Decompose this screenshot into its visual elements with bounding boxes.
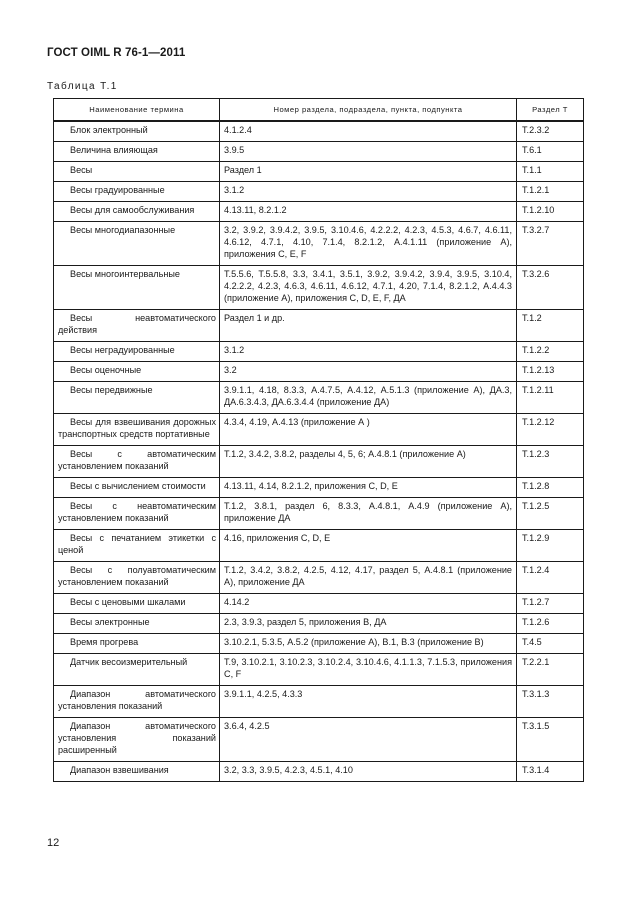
table-row bbox=[54, 142, 584, 162]
term-cell: Весы многоинтервальные bbox=[54, 266, 220, 310]
references-cell: 3.9.1.1, 4.18, 8.3.3, А.4.7.5, А.4.12, А.5.1.3 (приложение А), ДА.3, ДА.6.3.4.3, ДА.6.3.4.4 (приложение ДА) bbox=[220, 382, 517, 414]
table-row bbox=[54, 362, 584, 382]
table-row bbox=[54, 762, 584, 782]
table-row bbox=[54, 310, 584, 342]
table-row bbox=[54, 162, 584, 182]
section-cell: Т.2.2.1 bbox=[517, 654, 584, 686]
references-cell: 3.6.4, 4.2.5 bbox=[220, 718, 517, 762]
section-cell: Т.1.2.2 bbox=[517, 342, 584, 362]
section-cell: Т.1.2.13 bbox=[517, 362, 584, 382]
references-cell: 3.1.2 bbox=[220, 182, 517, 202]
term-cell: Весы с неавтоматическим установлением показаний bbox=[54, 498, 220, 530]
table-row bbox=[54, 414, 584, 446]
references-cell: 4.16, приложения С, D, Е bbox=[220, 530, 517, 562]
term-cell: Весы с полуавтоматическим установлением показаний bbox=[54, 562, 220, 594]
term-cell: Датчик весоизмерительный bbox=[54, 654, 220, 686]
references-cell: 2.3, 3.9.3, раздел 5, приложения В, ДА bbox=[220, 614, 517, 634]
term-cell: Весы многодиапазонные bbox=[54, 222, 220, 266]
references-cell: Раздел 1 и др. bbox=[220, 310, 517, 342]
table-row bbox=[54, 562, 584, 594]
references-cell: 3.1.2 bbox=[220, 342, 517, 362]
term-cell: Весы неградуированные bbox=[54, 342, 220, 362]
table-header-row bbox=[54, 99, 584, 122]
table-row bbox=[54, 478, 584, 498]
term-cell: Весы для взвешивания дорожных транспортных средств портативные bbox=[54, 414, 220, 446]
table-row bbox=[54, 266, 584, 310]
term-cell: Весы электронные bbox=[54, 614, 220, 634]
section-cell: Т.1.1 bbox=[517, 162, 584, 182]
table-row bbox=[54, 498, 584, 530]
section-cell: Т.3.1.3 bbox=[517, 686, 584, 718]
table-row bbox=[54, 382, 584, 414]
table-row bbox=[54, 530, 584, 562]
term-cell: Время прогрева bbox=[54, 634, 220, 654]
section-cell: Т.3.2.7 bbox=[517, 222, 584, 266]
table-caption: Таблица Т.1 bbox=[47, 81, 118, 92]
term-cell: Весы с печатанием этикетки с ценой bbox=[54, 530, 220, 562]
document-header: ГОСТ OIML R 76-1—2011 bbox=[47, 47, 186, 59]
section-cell: Т.1.2.5 bbox=[517, 498, 584, 530]
section-cell: Т.1.2.4 bbox=[517, 562, 584, 594]
term-cell: Весы с автоматическим установлением показаний bbox=[54, 446, 220, 478]
references-cell: Т.1.2, 3.4.2, 3.8.2, разделы 4, 5, 6; А.4.8.1 (приложение А) bbox=[220, 446, 517, 478]
references-cell: Т.9, 3.10.2.1, 3.10.2.3, 3.10.2.4, 3.10.4.6, 4.1.1.3, 7.1.5.3, приложения С, F bbox=[220, 654, 517, 686]
table-row bbox=[54, 342, 584, 362]
table-row bbox=[54, 718, 584, 762]
table-body bbox=[54, 121, 584, 782]
section-cell: Т.2.3.2 bbox=[517, 121, 584, 142]
table-row bbox=[54, 222, 584, 266]
section-cell: Т.3.2.6 bbox=[517, 266, 584, 310]
references-cell: 3.10.2.1, 5.3.5, А.5.2 (приложение А), В.1, В.3 (приложение В) bbox=[220, 634, 517, 654]
references-cell: Т.1.2, 3.4.2, 3.8.2, 4.2.5, 4.12, 4.17, раздел 5, А.4.8.1 (приложение А), приложение ДА bbox=[220, 562, 517, 594]
term-cell: Диапазон автоматического установления показаний bbox=[54, 686, 220, 718]
references-cell: 4.3.4, 4.19, А.4.13 (приложение А ) bbox=[220, 414, 517, 446]
references-cell: 3.2 bbox=[220, 362, 517, 382]
section-cell: Т.3.1.5 bbox=[517, 718, 584, 762]
references-cell: 3.2, 3.3, 3.9.5, 4.2.3, 4.5.1, 4.10 bbox=[220, 762, 517, 782]
section-cell: Т.1.2.3 bbox=[517, 446, 584, 478]
table-row bbox=[54, 614, 584, 634]
term-cell: Блок электронный bbox=[54, 121, 220, 142]
references-cell: Раздел 1 bbox=[220, 162, 517, 182]
table-row bbox=[54, 446, 584, 478]
references-cell: Т.5.5.6, Т.5.5.8, 3.3, 3.4.1, 3.5.1, 3.9.2, 3.9.4.2, 3.9.4, 3.9.5, 3.10.4, 4.2.2.2, 4.2.3, 4.6.3, 4.6.11, 4.6.12, 4.7.1, 4.20, 7.1.4, 8.2.1.2, А.4.4.3 (приложение А), приложения С, D, Е, F, ДА bbox=[220, 266, 517, 310]
page-number: 12 bbox=[47, 837, 60, 849]
term-cell: Весы неавтоматического действия bbox=[54, 310, 220, 342]
references-cell: 4.13.11, 4.14, 8.2.1.2, приложения С, D, Е bbox=[220, 478, 517, 498]
section-cell: Т.1.2.10 bbox=[517, 202, 584, 222]
terms-table bbox=[53, 98, 584, 782]
term-cell: Весы с ценовыми шкалами bbox=[54, 594, 220, 614]
term-cell: Весы оценочные bbox=[54, 362, 220, 382]
term-cell: Диапазон автоматического установления показаний расширенный bbox=[54, 718, 220, 762]
section-cell: Т.1.2.12 bbox=[517, 414, 584, 446]
section-cell: Т.1.2.8 bbox=[517, 478, 584, 498]
section-cell: Т.3.1.4 bbox=[517, 762, 584, 782]
section-cell: Т.1.2.11 bbox=[517, 382, 584, 414]
term-cell: Весы градуированные bbox=[54, 182, 220, 202]
section-cell: Т.1.2.6 bbox=[517, 614, 584, 634]
table-row bbox=[54, 202, 584, 222]
references-cell: 3.9.1.1, 4.2.5, 4.3.3 bbox=[220, 686, 517, 718]
term-cell: Весы bbox=[54, 162, 220, 182]
table-row bbox=[54, 634, 584, 654]
section-cell: Т.1.2.9 bbox=[517, 530, 584, 562]
references-cell: Т.1.2, 3.8.1, раздел 6, 8.3.3, А.4.8.1, А.4.9 (приложение А), приложение ДА bbox=[220, 498, 517, 530]
column-header-section: Раздел Т bbox=[517, 99, 584, 122]
table-row bbox=[54, 182, 584, 202]
references-cell: 4.14.2 bbox=[220, 594, 517, 614]
references-cell: 3.2, 3.9.2, 3.9.4.2, 3.9.5, 3.10.4.6, 4.2.2.2, 4.2.3, 4.5.3, 4.6.7, 4.6.11, 4.6.12, 4.7.1, 4.10, 7.1.4, 8.2.1.2, А.4.1.11 (приложение А), приложения С, Е, F bbox=[220, 222, 517, 266]
table-row bbox=[54, 121, 584, 142]
section-cell: Т.6.1 bbox=[517, 142, 584, 162]
section-cell: Т.4.5 bbox=[517, 634, 584, 654]
column-header-references: Номер раздела, подраздела, пункта, подпункта bbox=[220, 99, 517, 122]
term-cell: Величина влияющая bbox=[54, 142, 220, 162]
references-cell: 3.9.5 bbox=[220, 142, 517, 162]
references-cell: 4.13.11, 8.2.1.2 bbox=[220, 202, 517, 222]
term-cell: Диапазон взвешивания bbox=[54, 762, 220, 782]
references-cell: 4.1.2.4 bbox=[220, 121, 517, 142]
term-cell: Весы с вычислением стоимости bbox=[54, 478, 220, 498]
term-cell: Весы для самообслуживания bbox=[54, 202, 220, 222]
section-cell: Т.1.2 bbox=[517, 310, 584, 342]
section-cell: Т.1.2.7 bbox=[517, 594, 584, 614]
table-row bbox=[54, 654, 584, 686]
table-row bbox=[54, 594, 584, 614]
term-cell: Весы передвижные bbox=[54, 382, 220, 414]
table-row bbox=[54, 686, 584, 718]
column-header-term: Наименование термина bbox=[54, 99, 220, 122]
section-cell: Т.1.2.1 bbox=[517, 182, 584, 202]
